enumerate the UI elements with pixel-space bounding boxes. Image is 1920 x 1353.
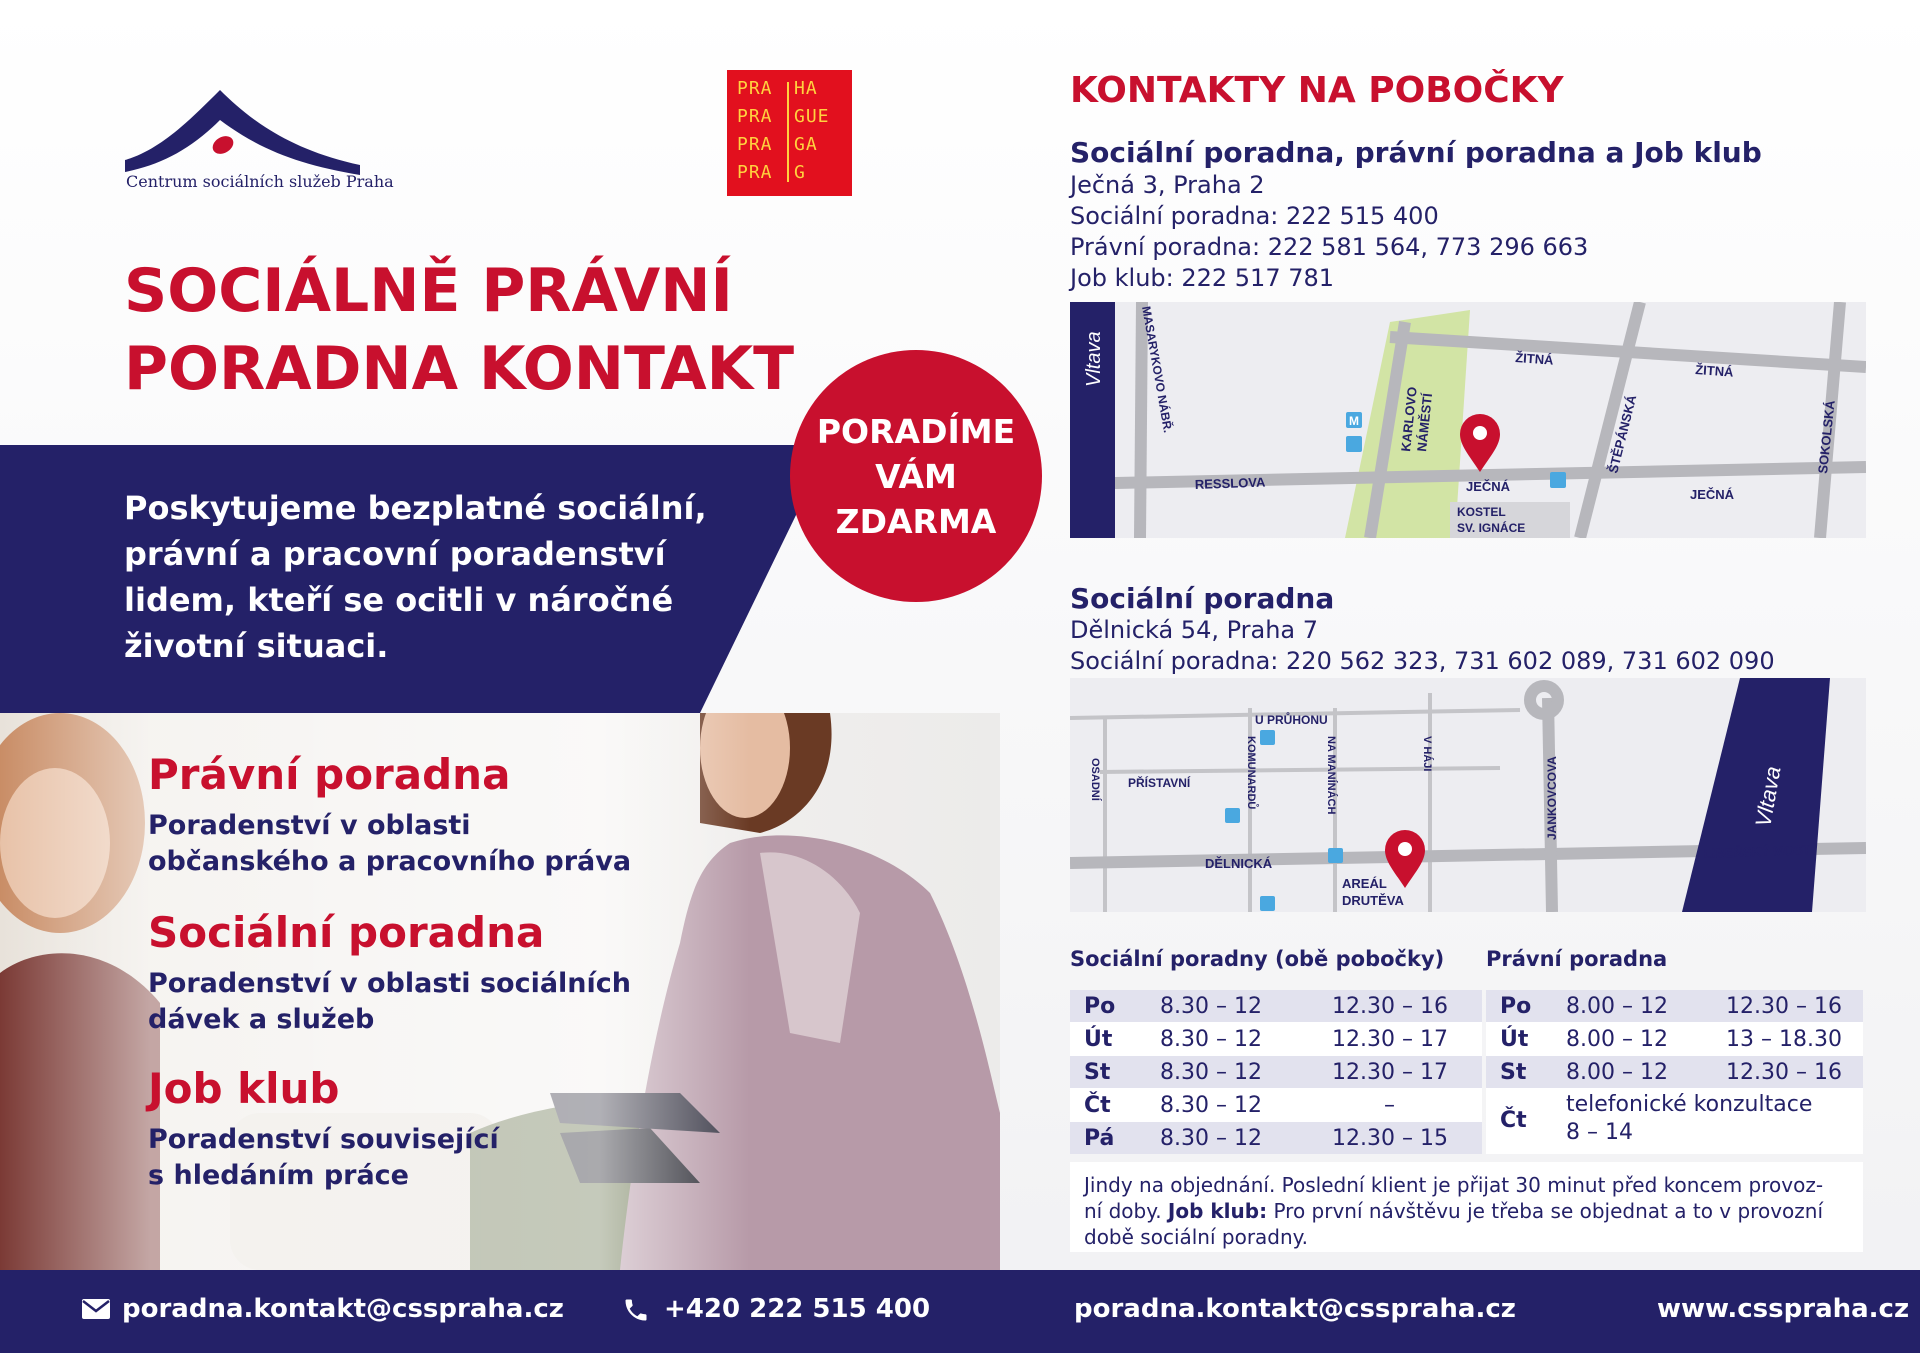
map1-label-karlovo-1: KARLOVO: [1398, 386, 1420, 453]
table-row: St 8.30 – 12 12.30 – 17: [1070, 1056, 1482, 1088]
tram-icon: [1260, 896, 1275, 911]
page-title-line-2: PORADNA KONTAKT: [124, 334, 795, 404]
tram-icon: [1328, 848, 1343, 863]
location-pin-icon: [1385, 830, 1425, 888]
footer-phone[interactable]: +420 222 515 400: [664, 1294, 931, 1324]
branch1-jobclub-phone: Job klub: 222 517 781: [1070, 264, 1335, 292]
table-row: St 8.00 – 12 12.30 – 16: [1486, 1056, 1863, 1088]
map2-label-vltava: Vltava: [1750, 764, 1786, 829]
location-pin-icon: [1460, 414, 1500, 472]
table-row: Čt 8.30 – 12 –: [1084, 1092, 1395, 1118]
hours-head-legal: Právní poradna: [1486, 947, 1668, 971]
hours-head-social: Sociální poradny (obě pobočky): [1070, 947, 1445, 971]
map1-label-kostel-1: KOSTEL: [1457, 505, 1506, 519]
map1-label-jecna-2: JEČNÁ: [1690, 487, 1735, 502]
badge-line-2: VÁM: [875, 456, 957, 496]
map1-label-kostel-2: SV. IGNÁCE: [1457, 521, 1526, 535]
table-row: Pá 8.30 – 12 12.30 – 15: [1070, 1122, 1482, 1154]
branch1-title: Sociální poradna, právní poradna a Job klub: [1070, 136, 1762, 169]
service-title-jobclub: Job klub: [148, 1064, 340, 1113]
branch2-details: [1070, 615, 1775, 677]
map-delnicka: [1070, 678, 1866, 912]
branch2-social-phone: Sociální poradna: 220 562 323, 731 602 089, 731 602 090: [1070, 647, 1775, 675]
service-desc-social: Poradenství v oblasti sociálních dávek a služeb: [148, 968, 632, 1035]
branch1-legal-phone: Právní poradna: 222 581 564, 773 296 663: [1070, 233, 1589, 261]
map2-label-namaninach: NA MANÍNÁCH: [1325, 736, 1337, 815]
map2-label-libensky: LIBEŇSKÝ MOST: [1703, 842, 1811, 861]
branch2-title: Sociální poradna: [1070, 582, 1335, 615]
map1-label-sokolska: SOKOLSKÁ: [1815, 399, 1838, 475]
phone-icon: [622, 1296, 650, 1324]
map2-label-areal-1: AREÁL: [1342, 876, 1387, 891]
table-row: Po 8.30 – 12 12.30 – 16: [1070, 990, 1482, 1022]
logo-text: Centrum sociálních služeb Praha: [126, 172, 394, 191]
badge-line-1: PORADÍME: [816, 411, 1016, 451]
map2-label-areal-2: DRUTĚVA: [1342, 893, 1404, 908]
free-advice-badge: [790, 350, 1042, 602]
hours-note: Jindy na objednání. Poslední klient je přijat 30 minut před koncem provoz- ní doby. Job klub: Pro první návštěvu je třeba se objednat a to v provozní době sociální poradny.: [1070, 1162, 1863, 1252]
map2-label-vhaji: V HÁJI: [1421, 736, 1433, 772]
footer: [0, 1270, 1920, 1353]
branch1-social-phone: Sociální poradna: 222 515 400: [1070, 202, 1439, 230]
map1-label-metro: M: [1349, 414, 1359, 428]
table-row: Út 8.00 – 12 13 – 18.30: [1500, 1026, 1842, 1052]
service-title-legal: Právní poradna: [148, 750, 511, 799]
page-title: [124, 252, 794, 408]
branch1-address: Ječná 3, Praha 2: [1070, 171, 1265, 199]
map1-label-masarykovo: MASARYKOVO NÁBŘ.: [1139, 305, 1176, 434]
road-masarykovo: [1140, 302, 1142, 538]
map2-label-uprohonu: U PRŮHONU: [1255, 713, 1328, 727]
intro-text: Poskytujeme bezplatné sociální, právní a pracovní poradenství lidem, kteří se ocitli v náročné životní situaci.: [124, 489, 707, 665]
table-row: Út 8.30 – 12 12.30 – 17: [1084, 1026, 1448, 1052]
footer-email[interactable]: poradna.kontakt@csspraha.cz: [122, 1294, 564, 1324]
hours-table-legal: [1486, 990, 1863, 1154]
table-row: Po 8.00 – 12 12.30 – 16: [1486, 990, 1863, 1022]
map2-label-delnicka: DĚLNICKÁ: [1205, 856, 1273, 871]
footer-website[interactable]: www.csspraha.cz: [1657, 1294, 1910, 1324]
tram-icon: [1550, 472, 1566, 488]
map1-label-zitna-1: ŽITNÁ: [1514, 350, 1555, 368]
table-row: Čt telefonické konzultace 8 – 14: [1500, 1092, 1813, 1145]
praha-logo: PRA HA PRA GUE PRA GA PRA G: [727, 70, 852, 196]
footer-email-2[interactable]: poradna.kontakt@csspraha.cz: [1074, 1294, 1516, 1324]
map1-label-resslova: RESSLOVA: [1194, 474, 1266, 492]
service-desc-legal: Poradenství v oblasti občanského a pracovního práva: [148, 810, 632, 877]
envelope-icon: [82, 1299, 110, 1319]
map1-label-vltava: Vltava: [1083, 331, 1105, 387]
map1-label-zitna-2: ŽITNÁ: [1694, 362, 1735, 380]
map2-label-jankovcova: JANKOVCOVA: [1545, 756, 1559, 840]
map2-label-komunardu: KOMUNARDŮ: [1245, 736, 1257, 810]
map1-label-karlovo-2: NÁMĚSTÍ: [1414, 392, 1436, 453]
service-title-social: Sociální poradna: [148, 908, 545, 957]
page-title-line-1: SOCIÁLNĚ PRÁVNÍ: [124, 256, 733, 326]
tram-icon: [1260, 730, 1275, 745]
contacts-title: KONTAKTY NA POBOČKY: [1070, 70, 1564, 111]
branch1-details: [1070, 170, 1588, 294]
badge-line-3: ZDARMA: [835, 501, 997, 541]
map2-label-pristavni: PŘÍSTAVNÍ: [1128, 776, 1191, 790]
tram-icon: [1346, 436, 1362, 452]
branch2-address: Dělnická 54, Praha 7: [1070, 616, 1319, 644]
service-desc-jobclub: Poradenství související s hledáním práce: [148, 1124, 499, 1191]
map1-label-stepanska: ŠTĚPÁNSKÁ: [1605, 393, 1640, 475]
tram-icon: [1225, 808, 1240, 823]
hours-table-social: [1070, 990, 1482, 1154]
map1-label-jecna-1: JEČNÁ: [1466, 479, 1511, 494]
map-jecna: [1070, 302, 1866, 538]
map2-label-osadni: OSADNÍ: [1089, 758, 1101, 801]
